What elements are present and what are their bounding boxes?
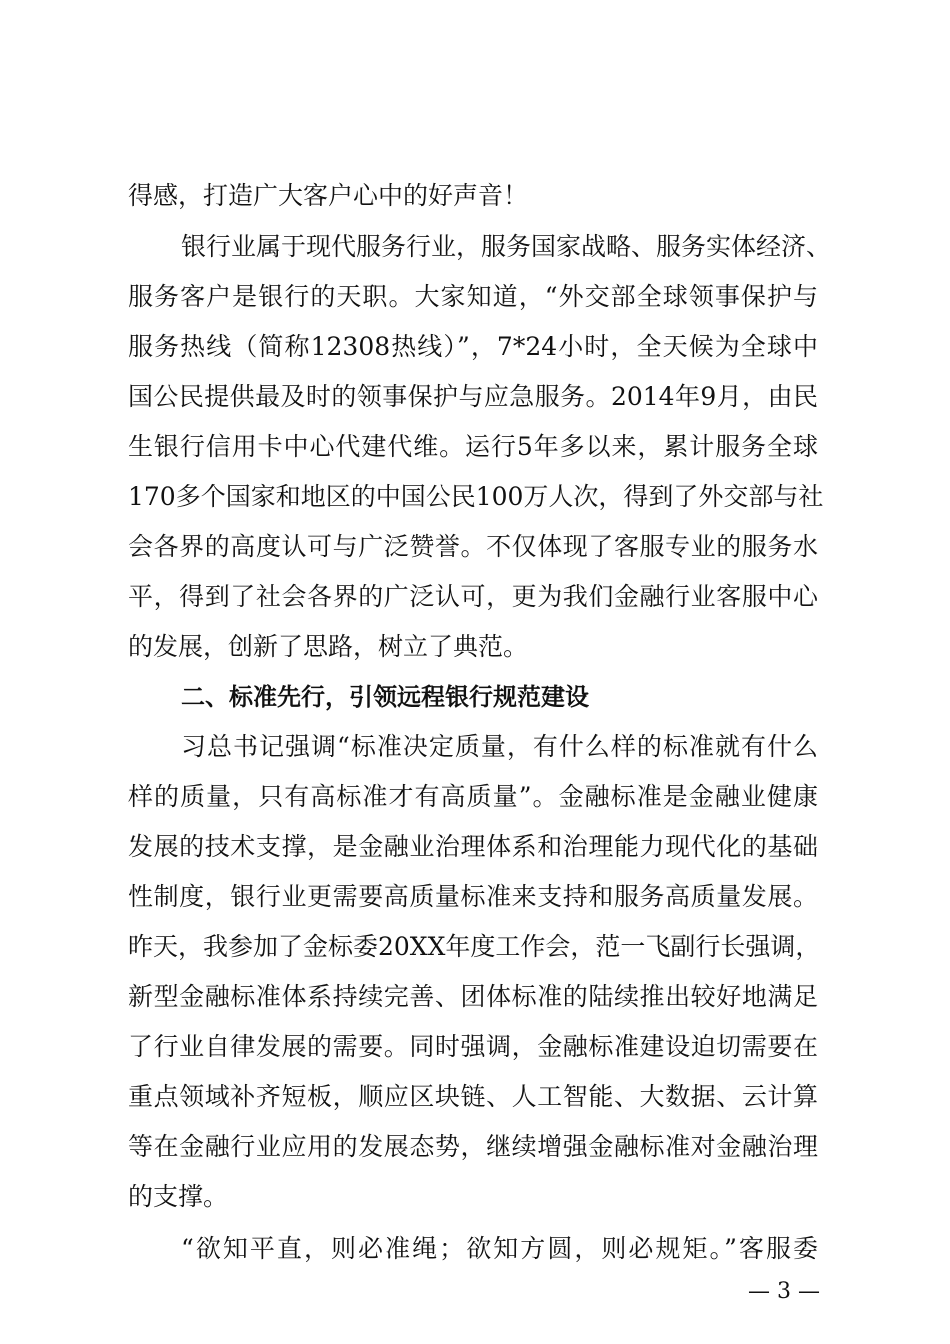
text-line: 等在金融行业应用的发展态势，继续增强金融标准对金融治理 — [128, 1132, 818, 1161]
text-line: 新型金融标准体系持续完善、团体标准的陆续推出较好地满足 — [128, 982, 818, 1011]
text-line: 得感，打造广大客户心中的好声音！ — [128, 181, 529, 210]
section-heading: 二、标准先行，引领远程银行规范建设 — [181, 683, 589, 711]
text-line: 昨天，我参加了金标委20XX年度工作会，范一飞副行长强调， — [128, 932, 821, 961]
text-line: 习总书记强调“标准决定质量，有什么样的标准就有什么 — [181, 732, 818, 761]
text-line: 170多个国家和地区的中国公民100万人次，得到了外交部与社 — [128, 482, 824, 511]
text-line: 发展的技术支撑，是金融业治理体系和治理能力现代化的基础 — [128, 832, 818, 861]
page-number: — 3 — — [748, 1279, 820, 1304]
text-line: 性制度，银行业更需要高质量标准来支持和服务高质量发展。 — [128, 882, 818, 911]
text-line: 生银行信用卡中心代建代维。运行5年多以来，累计服务全球 — [128, 432, 818, 461]
text-line: 平，得到了社会各界的广泛认可，更为我们金融行业客服中心 — [128, 582, 818, 611]
text-line: 的支撑。 — [128, 1182, 229, 1211]
text-line: 了行业自律发展的需要。同时强调，金融标准建设迫切需要在 — [128, 1032, 818, 1061]
text-line: 服务客户是银行的天职。大家知道，“外交部全球领事保护与 — [128, 282, 818, 311]
text-line: 的发展，创新了思路，树立了典范。 — [128, 632, 529, 661]
text-line: 会各界的高度认可与广泛赞誉。不仅体现了客服专业的服务水 — [128, 532, 818, 561]
text-line: 国公民提供最及时的领事保护与应急服务。2014年9月，由民 — [128, 382, 818, 411]
text-line: 重点领域补齐短板，顺应区块链、人工智能、大数据、云计算 — [128, 1082, 818, 1111]
text-line: 服务热线（简称12308热线）”，7*24小时，全天候为全球中 — [128, 332, 818, 361]
text-line: “欲知平直，则必准绳；欲知方圆，则必规矩。”客服委 — [181, 1234, 818, 1263]
text-line: 银行业属于现代服务行业，服务国家战略、服务实体经济、 — [181, 232, 832, 261]
text-line: 样的质量，只有高标准才有高质量”。金融标准是金融业健康 — [128, 782, 818, 811]
